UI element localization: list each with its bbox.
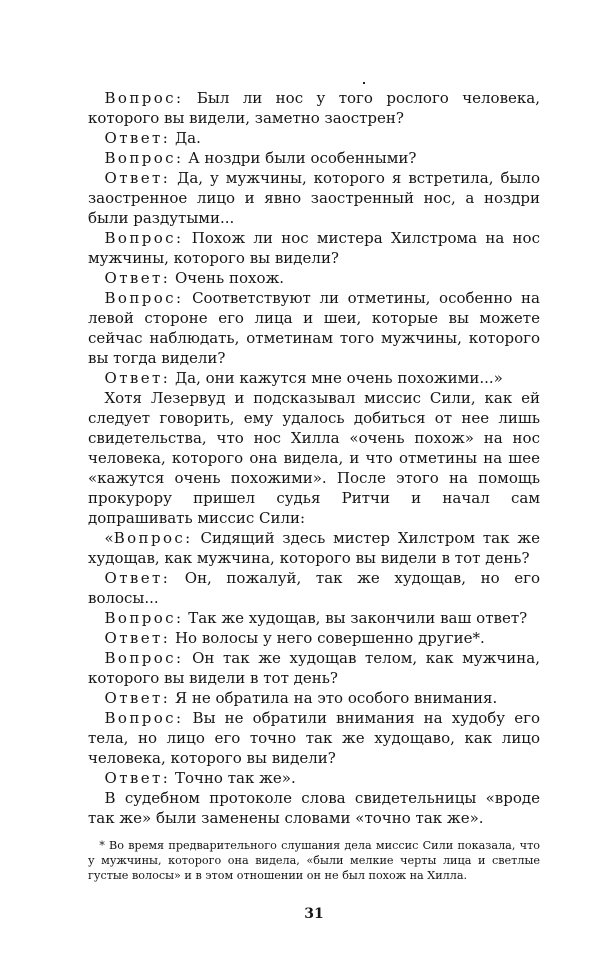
speaker-label: Вопрос: xyxy=(104,609,184,627)
paragraph-text: Он, пожалуй, так же худощав, но его волосы... xyxy=(88,569,540,607)
speaker-label: Ответ: xyxy=(104,129,171,147)
paragraph xyxy=(88,368,540,388)
speaker-label: Ответ: xyxy=(104,769,171,787)
paragraph xyxy=(88,768,540,788)
narrative-paragraph xyxy=(88,388,540,528)
opening-quote: « xyxy=(104,529,114,547)
speaker-label: Вопрос: xyxy=(113,529,193,547)
speaker-label: Вопрос: xyxy=(104,229,184,247)
speaker-label: Вопрос: xyxy=(104,149,184,167)
paragraph-text: Он так же худощав телом, как мужчина, которого вы видели в тот день? xyxy=(88,649,540,687)
paragraph xyxy=(88,568,540,608)
speaker-label: Ответ: xyxy=(104,569,171,587)
paragraph-text: Точно так же». xyxy=(174,769,296,787)
paragraph xyxy=(88,708,540,768)
paragraph-text: Хотя Лезервуд и подсказывал миссис Сили, как ей следует говорить, ему удалось добиться от нее лишь свидетельства, что нос Хилла «очень похож» на нос человека, которого она видела, и что отметины на шее «кажутся очень похожими». После этого на помощь прокурору пришел судья Ритчи и начал сам допрашивать миссис Сили: xyxy=(88,389,540,527)
paragraph xyxy=(88,228,540,268)
paragraph xyxy=(88,148,540,168)
paragraph xyxy=(88,608,540,628)
speaker-label: Вопрос: xyxy=(104,649,184,667)
paragraph-text: Сидящий здесь мистер Хилстром так же худощав, как мужчина, которого вы видели в тот день? xyxy=(88,529,540,567)
paragraph xyxy=(88,168,540,228)
paragraph xyxy=(88,288,540,368)
testimony-text xyxy=(88,88,540,828)
paragraph-text: Я не обратила на это особого внимания. xyxy=(174,689,498,707)
paragraph-text: В судебном протоколе слова свидетельницы «вроде так же» были заменены словами «точно так же». xyxy=(88,789,540,827)
paragraph-text: Да. xyxy=(174,129,201,147)
paragraph xyxy=(88,88,540,128)
paragraph-text: Да, у мужчины, которого я встретила, было заостренное лицо и явно заостренный нос, а ноздри были раздутыми... xyxy=(88,169,540,227)
speaker-label: Ответ: xyxy=(104,369,171,387)
paragraph-text: А ноздри были особенными? xyxy=(188,149,417,167)
paragraph-text: Соответствуют ли отметины, особенно на левой стороне его лица и шеи, которые вы можете сейчас наблюдать, отметинам того мужчины, которого вы тогда видели? xyxy=(88,289,540,367)
paragraph-text: Да, они кажутся мне очень похожими...» xyxy=(174,369,503,387)
speaker-label: Вопрос: xyxy=(104,289,184,307)
paragraph-text: Очень похож. xyxy=(174,269,285,287)
book-page xyxy=(88,88,540,928)
speaker-label: Вопрос: xyxy=(104,709,184,727)
speaker-label: Ответ: xyxy=(104,169,171,187)
footnote: * Во время предварительного слушания дела миссис Сили показала, что у мужчины, которого она видела, «были мелкие черты лица и светлые густые волосы» и в этом отношении он не был похож на Хилла. xyxy=(88,839,540,882)
paragraph xyxy=(88,528,540,568)
paragraph xyxy=(88,688,540,708)
top-ink-dot xyxy=(363,82,365,84)
paragraph-text: Так же худощав, вы закончили ваш ответ? xyxy=(188,609,528,627)
speaker-label: Ответ: xyxy=(104,629,171,647)
page-number: 31 xyxy=(304,906,324,922)
paragraph xyxy=(88,648,540,688)
paragraph xyxy=(88,128,540,148)
paragraph xyxy=(88,628,540,648)
speaker-label: Вопрос: xyxy=(104,89,184,107)
speaker-label: Ответ: xyxy=(104,269,171,287)
narrative-paragraph xyxy=(88,788,540,828)
paragraph-text: Но волосы у него совершенно другие*. xyxy=(174,629,485,647)
paragraph-text: Вы не обратили внимания на худобу его тела, но лицо его точно так же худощаво, как лицо человека, которого вы видели? xyxy=(88,709,540,767)
paragraph xyxy=(88,268,540,288)
paragraph-text: Был ли нос у того рослого человека, которого вы видели, заметно заострен? xyxy=(88,89,540,127)
paragraph-text: Похож ли нос мистера Хилстрома на нос мужчины, которого вы видели? xyxy=(88,229,540,267)
speaker-label: Ответ: xyxy=(104,689,171,707)
